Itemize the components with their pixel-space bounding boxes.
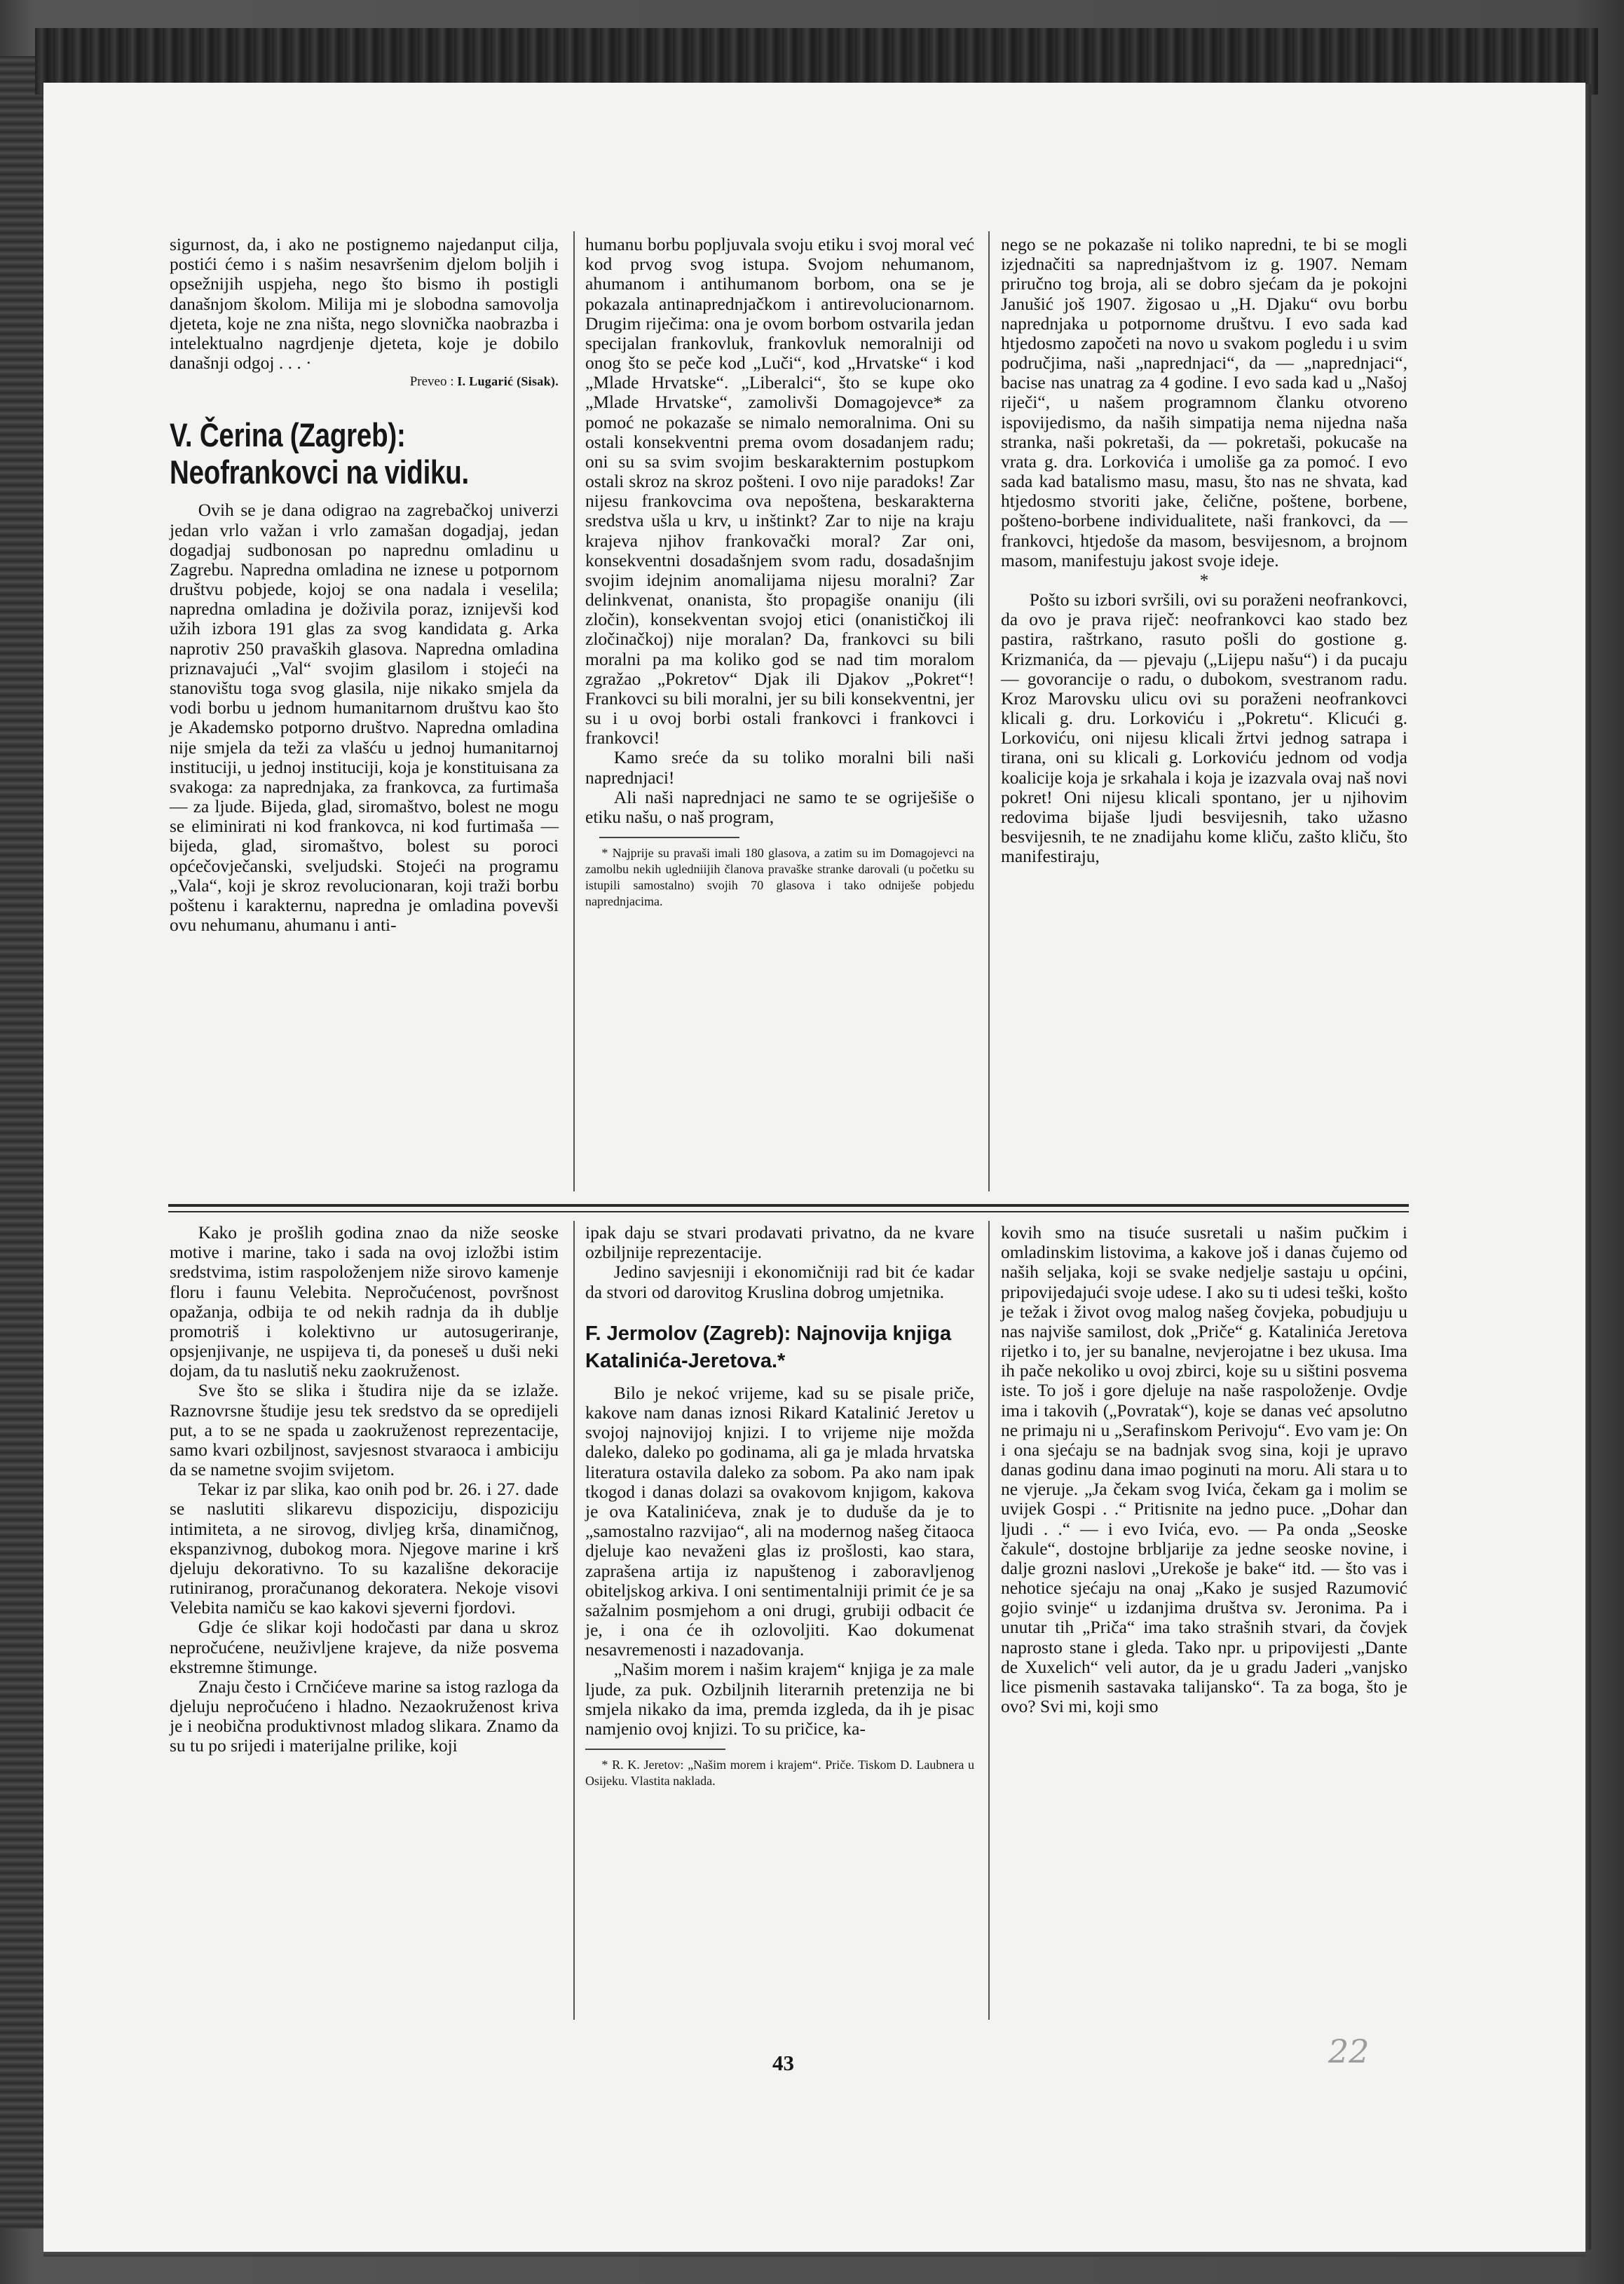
paragraph: Gdje će slikar koji hodočasti par dana u skroz nepročućene, neuživljene krajeve, da niže posvema ekstremne štimunge. bbox=[170, 1617, 559, 1677]
paragraph: humanu borbu popljuvala svoju etiku i svoj moral već kod prvog svog istupa. Svojom nehumanom, ahumanom i antihumanom borbom, ona se je pokazala antinaprednjačkom i antirevolucionarnom. Drugim riječima: ona je ovom borbom ostvarila jedan specijalan frankovluk, frankovluk nemoralniji od onog što se peče kod „Luči“, kod „Hrvatske“ i kod „Mlade Hrvatske“. „Liberalci“, što se kupe oko „Mlade Hrvatske“, zamolivši Domagojevce* za pomoć ne pokazaše se nimalo nemoralnima. Oni su ostali konsekventni prema ovom dosadanjem radu; oni su sa svim svojim beskarakternim postupkom ostali skroz na skroz pošteni. I ovo nije paradoks! Zar nijesu frankovcima ova nepoštena, beskarakterna sredstva ušla u krv, u inštinkt? Zar to nije na kraju krajeva njihov frankovački moral? Zar oni, konsekventni dosadašnjem svom radu, dosadašnjim svojim idejnim anomalijama nijesu moralni? Zar delinkvenat, onanista, što propagiše onaniju (ili zločin), konsekventan svojoj etici (onanističkoj ili zločinačkoj) nije moralan? Da, frankovci su bili moralni pa ma koliko god se nad tim moralom zgražao „Pokretov“ Djak ili Djakov „Pokret“! Frankovci su bili moralni, jer su bili konsekventni, jer su i u ovoj borbi ostali frankovci i frankovci i frankovci! bbox=[585, 234, 974, 748]
section-rule-thick bbox=[168, 1204, 1409, 1207]
column-divider bbox=[988, 1221, 990, 2020]
top-column-3 bbox=[1001, 235, 1407, 867]
footnote bbox=[585, 845, 974, 910]
pencil-page-mark: 22 bbox=[1328, 2032, 1370, 2070]
column-divider bbox=[988, 231, 990, 1191]
paragraph: nego se ne pokazaše ni toliko napredni, te bi se mogli izjednačiti sa naprednjaštvom iz g. 1907. Nemam priručno tog broja, ali se dobro sjećam da je pokojni Janušić još 1907. žigosao u „H. Djaku“ ovu borbu naprednjaka u potpornome društvu. I evo sada kad htjedosmo započeti na novo u svakom pogledu i u svim područjima, naši „naprednjaci“, da — „naprednjaci“, bacise nas unatrag za 4 godine. I evo sada kad u „Našoj riječi“, u našem programnom članku otvoreno ispovijedismo, da naših simpatija nema nijedna naša stranka, naši pokretaši, da — pokretaši, pokucaše na vrata g. dra. Lorkovića i umoliše ga za pomoć. I evo sada kad batalismo masu, masu, što nas ne shvata, kad htjedosmo stvoriti jake, čelične, poštene, borbene, pošteno-borbene individualitete, naši frankovci, da — frankovci, htjedoše da masom, besvijesnom, a brojnom masom, manifestuju jakost svoje ideje. bbox=[1001, 234, 1407, 570]
footnote-text: * R. K. Jeretov: „Našim morem i krajem“. Priče. Tiskom D. Laubnera u Osijeku. Vlastita naklada. bbox=[585, 1758, 974, 1789]
paragraph: Tekar iz par slika, kao onih pod br. 26. i 27. dade se naslutiti slikarevu dispoziciju, dispoziciju intimiteta, a ne sirovog, divljeg krša, dinamičnog, ekspanzivnog, dubokog mora. Njegove marine i krš djeluju dekorativno. To su kazališne dekoracije rutiniranog, proračunanog dekoratera. Nekoje visovi Velebita namiču se kao kakovi sjeverni fjordovi. bbox=[170, 1479, 559, 1618]
section-rule-thin bbox=[168, 1211, 1409, 1212]
paragraph: Ovih se je dana odigrao na zagrebačkoj univerzi jedan vrlo važan i vrlo zamašan dogadjaj, jedan dogadjaj sudbonosan po naprednu omladinu u Zagrebu. Napredna omladina ne iznese u potpornom društvu pobjede, kojoj se ona nadala i veselila; napredna omladina je doživila poraz, iznijevši kod užih izbora 191 glas za svog kandidata g. Arka naprotiv 250 pravaških glasova. Napredna omladina priznavajući „Val“ svojim glasilom i stojeći na stanovištu toga svog glasila, nije nikako smjela da vodi borbu u jednom humanitarnom društvu kao što je Akademsko potporno društvo. Napredna omladina nije smjela da teži za vlašću u jednoj humanitarnoj instituciji, u jednoj instituciji, koja je konstituisana za svakoga: za naprednjaka, za frankovca, za furtimaša — za ljude. Bijeda, glad, siromaštvo, bolest ne mogu se eliminirati ni kod frankovca, ni kod furtimaša — bijeda, glad, siromaštvo, bolest su poroci općečovječanski, sveljudski. Stojeći na programu „Vala“, koji je skroz revolucionaran, koji traži borbu poštenu i karakternu, napredna je omladina povevši ovu nehumanu, ahumanu i anti- bbox=[170, 500, 559, 936]
page-number: 43 bbox=[772, 2051, 794, 2075]
paragraph: Pošto su izbori svršili, ovi su poraženi neofrankovci, da ovo je prava riječ: neofrankovci kao stado bez pastira, raštrkano, rasuto pošli do gostione g. Krizmanića, da — pjevaju („Lijepu našu“) i da pucaju — govorancije o radu, o dubokom, svestranom radu. Kroz Marovsku ulicu ovi su poraženi neofrankovci klicali g. dru. Lorkoviću i „Pokretu“. Klicući g. Lorkoviću, oni nijesu klicali žrtvi jednog satrapa i tirana, oni su klicali g. Lorkoviću jednom od vodja koalicije koja je srkahala i koja je izazvala ovaj naš novi pokret! Oni nijesu klicali spontano, jer u njihovim redovima bijaše ljudi besvijesnih, tako užasno besvijesnih, te ne znadijahu kome kliču, zašto kliču, što manifestiraju, bbox=[1001, 589, 1407, 867]
paragraph: sigurnost, da, i ako ne postignemo najedanput cilja, postići ćemo i s našim nesavršenim djelom boljih i opsežnijih uspjeha, nego što bismo ih postigli današnjom školom. Milija mi je slobodna samovolja djeteta, koje ne zna ništa, nego slovnička naobrazba i intelektualno nagrdjenje djeteta, koje je dobilo današnji odgoj . . . · bbox=[170, 234, 559, 374]
bottom-column-3 bbox=[1001, 1223, 1407, 1716]
bottom-column-1 bbox=[170, 1223, 559, 1756]
book-binding bbox=[0, 56, 49, 2229]
footnote-text: * Najprije su pravaši imali 180 glasova, a zatim su im Domagojevci na zamolbu nekih ugledniijih članova pravaške stranke darovali (u početku su istupili samostalno) svojih 70 glasova i tako odniješe pobjedu naprednjacima. bbox=[585, 846, 974, 909]
footnote-rule bbox=[585, 1749, 725, 1750]
paragraph: ipak daju se stvari prodavati privatno, da ne kvare ozbiljnije reprezentacije. bbox=[585, 1222, 974, 1263]
paragraph: Sve što se slika i študira nije da se izlaže. Raznovrsne študije jesu tek sredstvo da se opredijeli put, a to se ne spada u zaokruženost reprezentacije, samo kvari ozbiljnost, savjesnost stvaraoca i ambiciju da se nametne svojim svijetom. bbox=[170, 1380, 559, 1480]
translator-name: I. Lugarić (Sisak). bbox=[457, 374, 559, 389]
column-divider bbox=[573, 1221, 575, 2020]
top-column-2 bbox=[585, 235, 974, 910]
paragraph: Kamo sreće da su toliko moralni bili naši naprednjaci! bbox=[585, 747, 974, 788]
paragraph: Bilo je nekoć vrijeme, kad su se pisale priče, kakove nam danas iznosi Rikard Katalinić Jeretov u svojoj najnovijoj knjizi. I to vrijeme nije možda daleko, daleko po godinama, ali ga je mlada hrvatska literatura ostavila daleko za sobom. Pa ako nam ipak tkogod i danas dolazi sa ovakovom knjigom, kakova je ova Katalinićeva, znak je to duduše da je to „samostalno razvijao“, ali na modernog našeg čitaoca djeluje kao nevaženi glas iz prošlosti, kao stara, zaprašena artija iz napuštenog i zaboravljenog obiteljskog arkiva. I oni sentimentalniji primit će je sa sažalnim posmjehom a oni drugi, grubiji odbacit će je, i ona će ih ozlovoljiti. Kao dokumenat nesavremenosti i nazadovanja. bbox=[585, 1382, 974, 1660]
translator-prefix: Preveo : bbox=[409, 374, 454, 390]
paragraph: Kako je prošlih godina znao da niže seoske motive i marine, tako i sada na ovoj izložbi istim sredstvima, istim raspoloženjem niže sirovo kamenje floru i faunu Velebita. Nepročućenost, površnost opažanja, odbija te od nekih radnja da ih dublje promotriš i kolektivno ur autosugeriranje, opsjenjivanje, ne uspijeva ti, da poneseš u duši neki dojam, da tu naslutiš neku zaokruženost. bbox=[170, 1222, 559, 1381]
article-title-jermolov: F. Jermolov (Zagreb): Najnovija knjiga Katalinića-Jeretova.* bbox=[585, 1322, 952, 1372]
paragraph: kovih smo na tisuće susretali u našim pučkim i omladinskim listovima, a kakove još i danas čujemo od naših seljaka, koji se svake nedjelje sastaju u općini, pripovijedajući svoje udese. I ako su ti udesi teški, košto je težak i život ovog malog našeg čovjeka, pobudjuju u nas najviše samilost, dok „Priče“ g. Katalinića Jeretova rijetko i to, jer su banalne, nevjerojatne i bez ukusa. Ima ih pače nekoliko u ovoj zbirci, koje su u sištini posvema iste. To još i gore djeluje na naše raspoloženje. Ovdje ima i takovih („Povratak“), koje se danas već apsolutno ne primaju ni u „Serafinskom Perivoju“. Evo vam je: On i ona sjećaju se na badnjak svog sina, koji je upravo danas godinu dana imao poginuti na moru. Ali stara u to ne vjeruje. „Ja čekam svog Ivića, čekam ga i molim se uvijek Gospi . .“ Pritisnite na jedno puce. „Dohar dan ljudi . .“ — i evo Ivića, evo. — Pa onda „Seoske čakule“, dostojne brbljarije za jedne seoske novine, i dalje grozni naslovi „Urekoše je bake“ itd. — što vas i nehotice sjećaju na onaj „Kako je susjed Razumović gojio svinje“ u izdanjima društva sv. Jeronima. Pa i unutar tih „Priča“ ima tako strašnih stvari, da čovjek naprosto stane i gleda. Tako npr. u pripovijesti „Dante de Xuxelich“ veli autor, da je u gradu Jaderi „vanjsko lice pismenih sastavaka talijansko“. Ta za boga, što je ovo? Svi mi, koji smo bbox=[1001, 1222, 1407, 1717]
footnote bbox=[585, 1757, 974, 1789]
column-divider bbox=[573, 231, 575, 1191]
section-separator: * bbox=[1199, 569, 1209, 590]
bottom-column-2 bbox=[585, 1223, 974, 1789]
paragraph: Znaju često i Crnčićeve marine sa istog razloga da djeluju nepročućeno i hladno. Nezaokruženost kriva je i neobična produktivnost mladog slikara. Znamo da su tu po srijedi i materijalne prilike, koji bbox=[170, 1676, 559, 1756]
translator-credit bbox=[170, 374, 559, 389]
paragraph: „Našim morem i našim krajem“ knjiga je za male ljude, za puk. Ozbiljnih literarnih pretenzija ne bi smjela nikako da ima, premda izgleda, da ih je pisac namjenio ovoj knjizi. To su pričice, ka- bbox=[585, 1659, 974, 1739]
article-title-cerina: V. Čerina (Zagreb): Neofrankovci na vidiku. bbox=[170, 416, 469, 491]
footnote-rule bbox=[599, 837, 739, 838]
top-column-1 bbox=[170, 235, 559, 935]
paragraph: Ali naši naprednjaci ne samo te se ogriješiše o etiku našu, o naš program, bbox=[585, 786, 974, 827]
paragraph: Jedino savjesniji i ekonomičniji rad bit će kadar da stvori od darovitog Kruslina dobrog umjetnika. bbox=[585, 1261, 974, 1302]
